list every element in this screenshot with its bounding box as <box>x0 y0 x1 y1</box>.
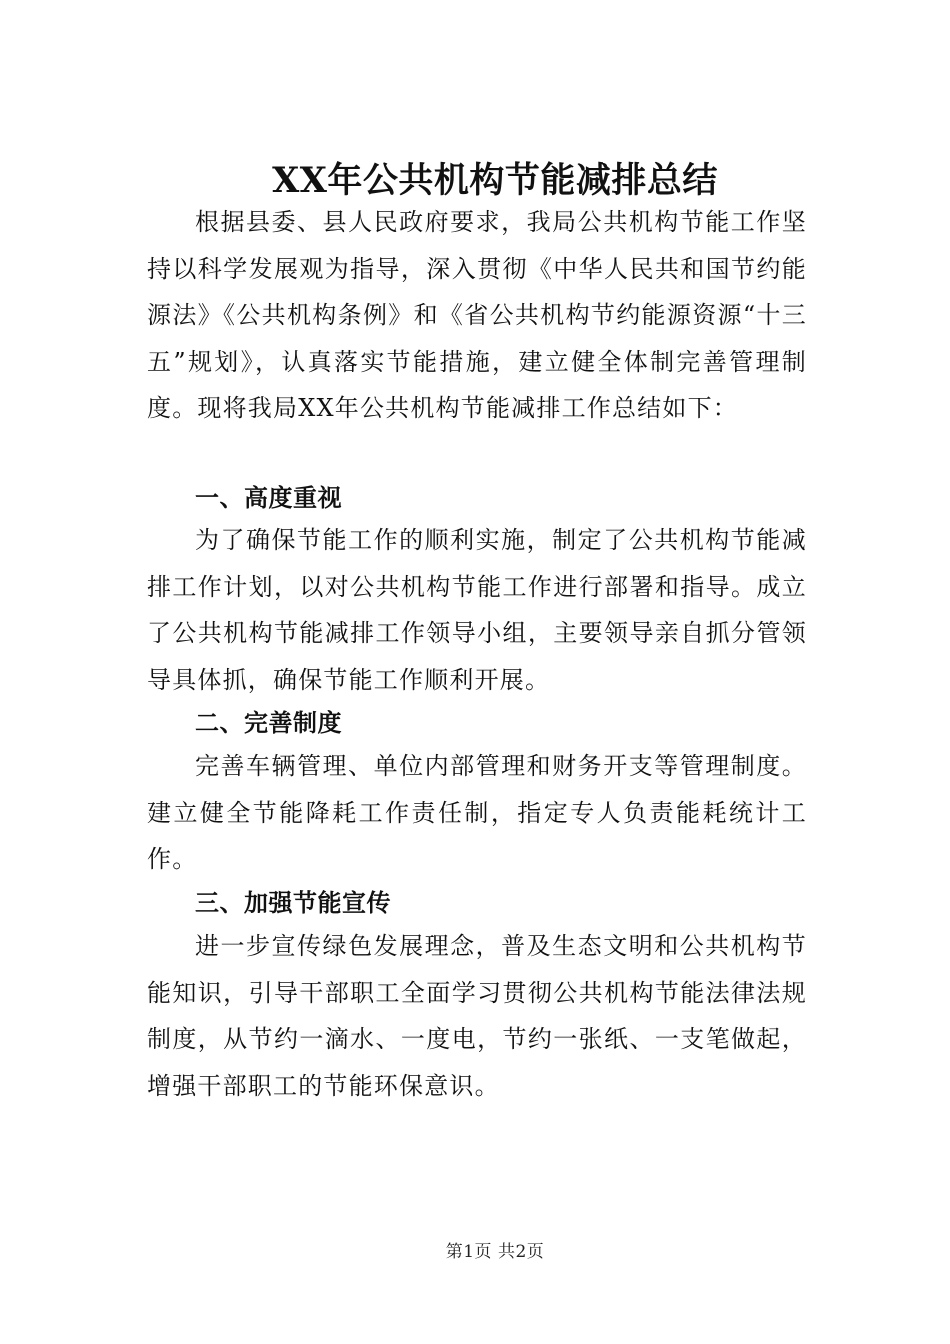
section-paragraph-2: 完善车辆管理、单位内部管理和财务开支等管理制度。建立健全节能降耗工作责任制，指定专人负责能耗统计工作。 <box>147 752 807 873</box>
section-paragraph-1: 为了确保节能工作的顺利实施，制定了公共机构节能减排工作计划，以对公共机构节能工作进行部署和指导。成立了公共机构节能减排工作领导小组，主要领导亲自抓分管领导具体抓，确保节能工作顺利开展。 <box>147 526 807 694</box>
intro-paragraph: 根据县委、县人民政府要求，我局公共机构节能工作坚持以科学发展观为指导，深入贯彻《中华人民共和国节约能源法》《公共机构条例》和《省公共机构节约能源资源“十三五”规划》，认真落实节能措施，建立健全体制完善管理制度。现将我局XX年公共机构节能减排工作总结如下： <box>147 208 807 422</box>
section-paragraph-3: 进一步宣传绿色发展理念，普及生态文明和公共机构节能知识，引导干部职工全面学习贯彻公共机构节能法律法规制度，从节约一滴水、一度电，节约一张纸、一支笔做起，增强干部职工的节能环保意识。 <box>147 932 807 1100</box>
section-heading-2: 二、完善制度 <box>195 709 342 737</box>
page-footer: 第1页 共2页 <box>445 1242 545 1262</box>
section-heading-3: 三、加强节能宣传 <box>195 889 391 917</box>
section-heading-1: 一、高度重视 <box>195 484 342 512</box>
document-title: XX年公共机构节能减排总结 <box>272 160 718 202</box>
